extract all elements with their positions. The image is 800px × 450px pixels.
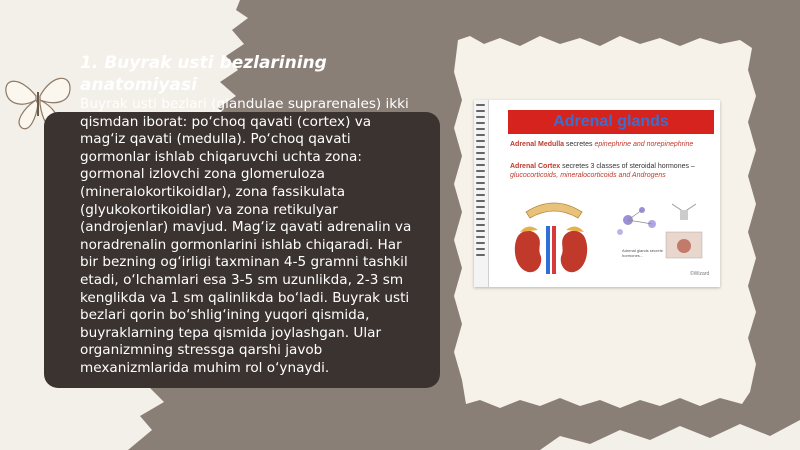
adrenal-diagram	[508, 196, 712, 278]
medulla-label: Adrenal Medulla	[510, 141, 565, 148]
slide-header	[508, 110, 714, 134]
cortex-hormones: glucocorticoids, mineralocorticoids and Androgens	[510, 172, 666, 179]
cortex-line	[510, 162, 710, 180]
notebook-spiral	[474, 100, 489, 287]
medulla-hormones: epinephrine and norepinephrine	[594, 141, 694, 148]
section-body: Buyrak usti bezlari (glandulae suprarenales) ikki qismdan iborat: po‘choq qavati (cortex) va mag‘iz qavati (medulla). Po‘choq qavati gormonlar ishlab chiqaruvchi uchta zona: gormonal izlovchi zona glomeruloza (mineralokortikoidlar), zona fassikulata (glyukokortikoidlar) va zona retikulyar (androjenlar) mavjud. Mag‘iz qavati adrenalin va noradrenalin gormonlarini ishlab chiqaradi. Har bir bezning og‘irligi taxminan 4-5 gramni tashkil etadi, o‘lchamlari esa 3-5 sm uzunlikda, 2-3 sm kenglikda va 1 sm qalinlikda bo‘ladi. Buyrak usti bezlari qorin bo‘shlig‘ining yuqori qismida, buyraklarning tepa qismida joylashgan. Ular organizmning stressga qarshi javob mexanizmlarida muhim rol o‘ynaydi.	[80, 96, 412, 376]
image-credit: ©Wizard	[690, 271, 710, 277]
medulla-line	[510, 140, 710, 149]
section-title: 1. Buyrak usti bezlarining anatomiyasi	[80, 53, 327, 95]
diagram-caption: Adrenal glands secrete hormones...	[622, 248, 663, 258]
cortex-text: secretes 3 classes of steroidal hormones –	[562, 163, 695, 170]
medulla-text: secretes	[566, 141, 593, 148]
slide-title: Adrenal glands	[553, 113, 669, 130]
cortex-label: Adrenal Cortex	[510, 163, 561, 170]
adrenal-glands-image	[474, 100, 720, 287]
